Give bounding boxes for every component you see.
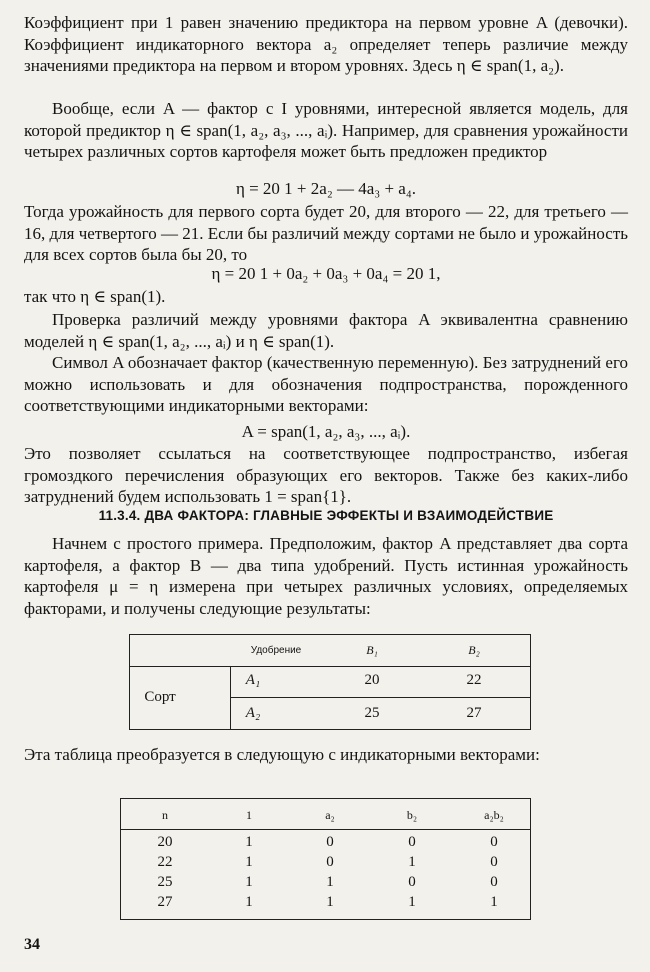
header-one: 1: [246, 808, 252, 822]
row-header-variety: Сорт: [144, 689, 176, 705]
paragraph-intro: Коэффициент при 1 равен значению предиктора на первом уровне A (девочки). Коэффициент индикаторного вектора a₂ определяет теперь различие между значениями предиктора на первом и втором уровнях. Здесь η ∈ span(1, a₂).: [24, 13, 628, 75]
results-table-column-divider: [230, 666, 231, 729]
paragraph-model-comparison: Проверка различий между уровнями фактора A эквивалентна сравнению моделей η ∈ span(1, a₂, ..., aᵢ) и η ∈ span(1).: [24, 310, 628, 351]
table-cell: 1: [490, 894, 498, 910]
results-table-header-divider: [129, 666, 530, 667]
header-fertilizer: Удобрение: [250, 645, 302, 656]
header-n: n: [162, 808, 168, 822]
cell-a2-b2: 27: [466, 705, 482, 721]
header-a2: a₂: [325, 808, 335, 822]
paragraph-span-one: так что η ∈ span(1).: [24, 287, 166, 306]
cell-a1-b1: 20: [364, 672, 380, 688]
table-cell: 1: [245, 894, 253, 910]
cell-a1-b2: 22: [466, 672, 482, 688]
table-cell: 0: [326, 854, 334, 870]
page-number: 34: [24, 936, 40, 953]
indicator-table-header-divider: [120, 829, 530, 830]
row-a1: A₁: [245, 672, 261, 688]
table-cell: 1: [245, 834, 253, 850]
header-b2: b₂: [406, 808, 418, 822]
table-cell: 1: [408, 854, 416, 870]
header-b2: B₂: [468, 643, 480, 657]
formula-factor-span: A = span(1, a₂, a₃, ..., aᵢ).: [241, 422, 411, 441]
table-cell: 22: [157, 854, 173, 870]
table-cell: 0: [408, 834, 416, 850]
table-cell: 0: [326, 834, 334, 850]
paragraph-yields: Тогда урожайность для первого сорта будет 20, для второго — 22, для третьего — 16, для четвертого — 21. Если бы различий между сортами не было и урожайность для всех сортов была бы 20, то: [24, 202, 628, 264]
table-cell: 0: [490, 834, 498, 850]
paragraph-example: Начнем с простого примера. Предположим, фактор A представляет два сорта картофеля, а фактор B — два типа удобрений. Пусть истинная урожайность картофеля μ = η измерена при четырех различных условиях, определяемых факторами, и получены следующие результаты:: [24, 534, 628, 618]
table-cell: 0: [490, 854, 498, 870]
section-heading: 11.3.4. ДВА ФАКТОРА: ГЛАВНЫЕ ЭФФЕКТЫ И ВЗАИМОДЕЙСТВИЕ: [98, 508, 554, 523]
table-cell: 1: [245, 854, 253, 870]
paragraph-table-transform: Эта таблица преобразуется в следующую с индикаторными векторами:: [24, 745, 540, 764]
header-b1: B₁: [366, 643, 378, 657]
results-table-row-divider: [230, 697, 530, 698]
table-cell: 1: [326, 894, 334, 910]
paragraph-general-model: Вообще, если A — фактор с I уровнями, интересной является модель, для которой предиктор η ∈ span(1, a₂, a₃, ..., aᵢ). Например, для сравнения урожайности четырех различных сортов картофеля может быть предложен предиктор: [24, 99, 628, 161]
table-cell: 25: [157, 874, 173, 890]
paragraph-factor-symbol: Символ A обозначает фактор (качественную переменную). Без затруднений его можно использовать и для обозначения подпространства, порожденного соответствующими индикаторными векторами:: [24, 353, 628, 415]
table-cell: 27: [157, 894, 173, 910]
header-a2b2: a₂b₂: [484, 808, 504, 822]
table-cell: 0: [408, 874, 416, 890]
formula-no-difference: η = 20 1 + 0a₂ + 0a₃ + 0a₄ = 20 1,: [211, 264, 441, 283]
table-cell: 1: [408, 894, 416, 910]
row-a2: A₂: [245, 705, 261, 721]
formula-predictor: η = 20 1 + 2a₂ — 4a₃ + a₄.: [235, 179, 417, 198]
paragraph-subspace-reference: Это позволяет ссылаться на соответствующее подпространство, избегая громоздкого перечисления образующих его векторов. Также без каких-либо затруднений будем использовать 1 = span{1}.: [24, 444, 628, 506]
table-cell: 1: [245, 874, 253, 890]
cell-a2-b1: 25: [364, 705, 380, 721]
table-cell: 20: [157, 834, 173, 850]
table-cell: 0: [490, 874, 498, 890]
table-cell: 1: [326, 874, 334, 890]
